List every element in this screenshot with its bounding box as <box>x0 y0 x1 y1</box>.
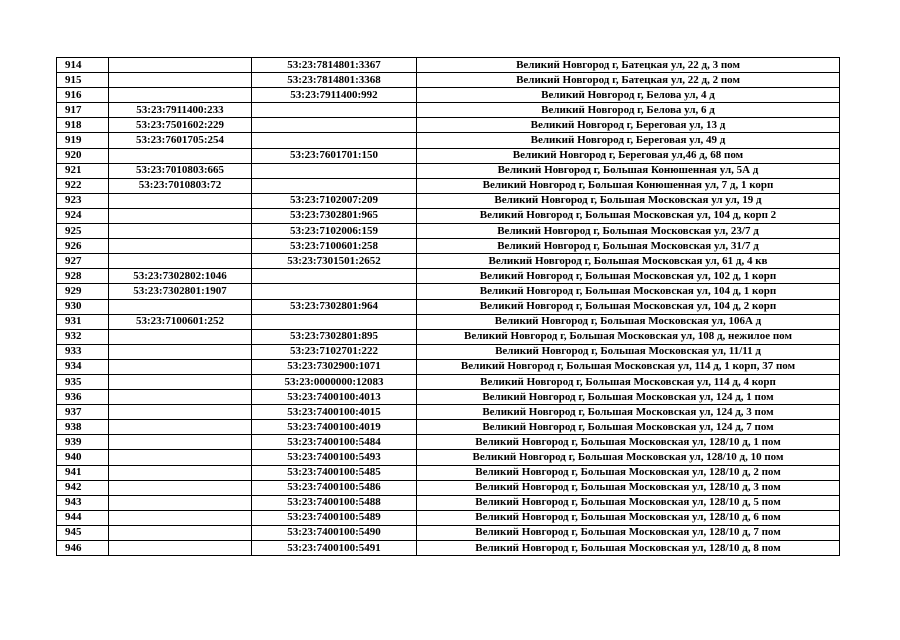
address-cell: Великий Новгород г, Большая Московская ул, 128/10 д, 1 пом <box>417 435 840 450</box>
address-cell: Великий Новгород г, Белова ул, 4 д <box>417 88 840 103</box>
row-number-cell: 918 <box>57 118 109 133</box>
cadastral-number-a-cell <box>109 254 252 269</box>
row-number-cell: 940 <box>57 450 109 465</box>
address-cell: Великий Новгород г, Большая Московская ул, 128/10 д, 3 пом <box>417 480 840 495</box>
table-row <box>57 435 840 450</box>
cadastral-number-a-cell <box>109 435 252 450</box>
row-number-cell: 934 <box>57 359 109 374</box>
row-number-cell: 942 <box>57 480 109 495</box>
address-cell: Великий Новгород г, Большая Московская ул ул, 19 д <box>417 193 840 208</box>
cadastral-number-a-cell <box>109 450 252 465</box>
table-row <box>57 420 840 435</box>
cadastral-number-b-cell <box>252 269 417 284</box>
cadastral-number-a-cell <box>109 344 252 359</box>
row-number-cell: 936 <box>57 390 109 405</box>
cadastral-number-a-cell <box>109 148 252 163</box>
cadastral-number-b-cell: 53:23:7400100:5490 <box>252 525 417 540</box>
cadastral-number-b-cell <box>252 103 417 118</box>
cadastral-number-b-cell: 53:23:7100601:258 <box>252 239 417 254</box>
table-row <box>57 58 840 73</box>
cadastral-number-b-cell: 53:23:7400100:5488 <box>252 495 417 510</box>
row-number-cell: 929 <box>57 284 109 299</box>
address-cell: Великий Новгород г, Большая Московская ул, 128/10 д, 8 пом <box>417 541 840 556</box>
cadastral-number-b-cell: 53:23:7302801:895 <box>252 329 417 344</box>
address-cell: Великий Новгород г, Большая Московская ул, 128/10 д, 6 пом <box>417 510 840 525</box>
row-number-cell: 915 <box>57 73 109 88</box>
table-row <box>57 510 840 525</box>
table-row <box>57 525 840 540</box>
cadastral-number-a-cell: 53:23:7010803:72 <box>109 178 252 193</box>
cadastral-number-b-cell: 53:23:7301501:2652 <box>252 254 417 269</box>
cadastral-number-a-cell <box>109 480 252 495</box>
cadastral-number-a-cell <box>109 239 252 254</box>
address-cell: Великий Новгород г, Береговая ул, 13 д <box>417 118 840 133</box>
cadastral-number-a-cell <box>109 193 252 208</box>
row-number-cell: 921 <box>57 163 109 178</box>
cadastral-number-a-cell <box>109 374 252 389</box>
table-row <box>57 178 840 193</box>
cadastral-number-b-cell: 53:23:7302801:964 <box>252 299 417 314</box>
address-cell: Великий Новгород г, Большая Московская ул, 104 д, корп 2 <box>417 208 840 223</box>
address-cell: Великий Новгород г, Большая Московская ул, 104 д, 1 корп <box>417 284 840 299</box>
cadastral-number-b-cell: 53:23:7400100:5484 <box>252 435 417 450</box>
cadastral-number-a-cell <box>109 299 252 314</box>
row-number-cell: 944 <box>57 510 109 525</box>
table-row <box>57 239 840 254</box>
table-row <box>57 344 840 359</box>
cadastral-number-b-cell: 53:23:7601701:150 <box>252 148 417 163</box>
cadastral-number-b-cell: 53:23:7102007:209 <box>252 193 417 208</box>
table-row <box>57 73 840 88</box>
row-number-cell: 914 <box>57 58 109 73</box>
row-number-cell: 922 <box>57 178 109 193</box>
row-number-cell: 931 <box>57 314 109 329</box>
table-row <box>57 359 840 374</box>
cadastral-number-b-cell: 53:23:7400100:4019 <box>252 420 417 435</box>
cadastral-number-a-cell: 53:23:7601705:254 <box>109 133 252 148</box>
table-row <box>57 480 840 495</box>
table-row <box>57 465 840 480</box>
address-cell: Великий Новгород г, Белова ул, 6 д <box>417 103 840 118</box>
row-number-cell: 933 <box>57 344 109 359</box>
row-number-cell: 932 <box>57 329 109 344</box>
cadastral-number-a-cell <box>109 224 252 239</box>
table-row <box>57 88 840 103</box>
table-row <box>57 405 840 420</box>
cadastral-number-b-cell <box>252 314 417 329</box>
row-number-cell: 923 <box>57 193 109 208</box>
address-cell: Великий Новгород г, Большая Московская ул, 128/10 д, 10 пом <box>417 450 840 465</box>
row-number-cell: 917 <box>57 103 109 118</box>
address-cell: Великий Новгород г, Большая Московская ул, 61 д, 4 кв <box>417 254 840 269</box>
cadastral-number-b-cell <box>252 118 417 133</box>
property-registry-table <box>56 57 840 556</box>
address-cell: Великий Новгород г, Береговая ул,46 д, 68 пом <box>417 148 840 163</box>
cadastral-number-b-cell: 53:23:7400100:5485 <box>252 465 417 480</box>
table-row <box>57 163 840 178</box>
row-number-cell: 946 <box>57 541 109 556</box>
cadastral-number-a-cell <box>109 329 252 344</box>
cadastral-number-a-cell: 53:23:7911400:233 <box>109 103 252 118</box>
cadastral-number-b-cell: 53:23:7400100:4015 <box>252 405 417 420</box>
address-cell: Великий Новгород г, Большая Московская ул, 114 д, 1 корп, 37 пом <box>417 359 840 374</box>
cadastral-number-a-cell: 53:23:7501602:229 <box>109 118 252 133</box>
cadastral-number-b-cell: 53:23:7302900:1071 <box>252 359 417 374</box>
table-row <box>57 103 840 118</box>
cadastral-number-b-cell: 53:23:7911400:992 <box>252 88 417 103</box>
cadastral-number-b-cell: 53:23:7400100:4013 <box>252 390 417 405</box>
table-row <box>57 148 840 163</box>
table-row <box>57 133 840 148</box>
table-row <box>57 299 840 314</box>
cadastral-number-a-cell <box>109 495 252 510</box>
address-cell: Великий Новгород г, Батецкая ул, 22 д, 3 пом <box>417 58 840 73</box>
row-number-cell: 939 <box>57 435 109 450</box>
cadastral-number-b-cell <box>252 284 417 299</box>
cadastral-number-a-cell <box>109 390 252 405</box>
cadastral-number-b-cell: 53:23:7400100:5491 <box>252 541 417 556</box>
cadastral-number-a-cell: 53:23:7100601:252 <box>109 314 252 329</box>
row-number-cell: 927 <box>57 254 109 269</box>
address-cell: Великий Новгород г, Большая Московская ул, 128/10 д, 2 пом <box>417 465 840 480</box>
cadastral-number-a-cell <box>109 525 252 540</box>
table-row <box>57 390 840 405</box>
row-number-cell: 919 <box>57 133 109 148</box>
cadastral-number-a-cell: 53:23:7302801:1907 <box>109 284 252 299</box>
cadastral-number-b-cell: 53:23:7400100:5493 <box>252 450 417 465</box>
address-cell: Великий Новгород г, Большая Московская ул, 124 д, 3 пом <box>417 405 840 420</box>
address-cell: Великий Новгород г, Большая Московская ул, 124 д, 7 пом <box>417 420 840 435</box>
cadastral-number-b-cell <box>252 163 417 178</box>
table-row <box>57 118 840 133</box>
row-number-cell: 930 <box>57 299 109 314</box>
cadastral-number-b-cell: 53:23:7400100:5489 <box>252 510 417 525</box>
row-number-cell: 926 <box>57 239 109 254</box>
row-number-cell: 943 <box>57 495 109 510</box>
cadastral-number-b-cell: 53:23:7400100:5486 <box>252 480 417 495</box>
address-cell: Великий Новгород г, Большая Московская ул, 124 д, 1 пом <box>417 390 840 405</box>
table-row <box>57 284 840 299</box>
address-cell: Великий Новгород г, Большая Московская ул, 102 д, 1 корп <box>417 269 840 284</box>
row-number-cell: 945 <box>57 525 109 540</box>
table-row <box>57 541 840 556</box>
cadastral-number-a-cell <box>109 541 252 556</box>
table-row <box>57 254 840 269</box>
address-cell: Великий Новгород г, Большая Московская ул, 23/7 д <box>417 224 840 239</box>
address-cell: Великий Новгород г, Большая Московская ул, 108 д, нежилое пом <box>417 329 840 344</box>
cadastral-number-a-cell <box>109 510 252 525</box>
row-number-cell: 941 <box>57 465 109 480</box>
address-cell: Великий Новгород г, Большая Конюшенная ул, 5А д <box>417 163 840 178</box>
row-number-cell: 935 <box>57 374 109 389</box>
cadastral-number-a-cell <box>109 465 252 480</box>
cadastral-number-b-cell: 53:23:0000000:12083 <box>252 374 417 389</box>
cadastral-number-a-cell <box>109 73 252 88</box>
table-row <box>57 329 840 344</box>
table-row <box>57 314 840 329</box>
table-row <box>57 495 840 510</box>
address-cell: Великий Новгород г, Большая Московская ул, 104 д, 2 корп <box>417 299 840 314</box>
cadastral-number-b-cell: 53:23:7102701:222 <box>252 344 417 359</box>
cadastral-number-a-cell <box>109 88 252 103</box>
table-row <box>57 208 840 223</box>
address-cell: Великий Новгород г, Береговая ул, 49 д <box>417 133 840 148</box>
address-cell: Великий Новгород г, Большая Московская ул, 106А д <box>417 314 840 329</box>
cadastral-number-a-cell: 53:23:7010803:665 <box>109 163 252 178</box>
row-number-cell: 937 <box>57 405 109 420</box>
cadastral-number-b-cell <box>252 133 417 148</box>
registry-table-body <box>57 58 840 556</box>
table-row <box>57 269 840 284</box>
address-cell: Великий Новгород г, Большая Московская ул, 114 д, 4 корп <box>417 374 840 389</box>
row-number-cell: 938 <box>57 420 109 435</box>
address-cell: Великий Новгород г, Большая Московская ул, 128/10 д, 5 пом <box>417 495 840 510</box>
table-row <box>57 374 840 389</box>
cadastral-number-a-cell <box>109 58 252 73</box>
cadastral-number-b-cell: 53:23:7814801:3368 <box>252 73 417 88</box>
address-cell: Великий Новгород г, Батецкая ул, 22 д, 2 пом <box>417 73 840 88</box>
address-cell: Великий Новгород г, Большая Московская ул, 128/10 д, 7 пом <box>417 525 840 540</box>
cadastral-number-b-cell: 53:23:7302801:965 <box>252 208 417 223</box>
row-number-cell: 920 <box>57 148 109 163</box>
cadastral-number-a-cell <box>109 359 252 374</box>
row-number-cell: 924 <box>57 208 109 223</box>
row-number-cell: 928 <box>57 269 109 284</box>
address-cell: Великий Новгород г, Большая Московская ул, 31/7 д <box>417 239 840 254</box>
row-number-cell: 925 <box>57 224 109 239</box>
table-row <box>57 193 840 208</box>
cadastral-number-a-cell <box>109 208 252 223</box>
address-cell: Великий Новгород г, Большая Конюшенная ул, 7 д, 1 корп <box>417 178 840 193</box>
address-cell: Великий Новгород г, Большая Московская ул, 11/11 д <box>417 344 840 359</box>
cadastral-number-b-cell: 53:23:7814801:3367 <box>252 58 417 73</box>
cadastral-number-a-cell <box>109 405 252 420</box>
table-row <box>57 450 840 465</box>
cadastral-number-a-cell: 53:23:7302802:1046 <box>109 269 252 284</box>
cadastral-number-b-cell: 53:23:7102006:159 <box>252 224 417 239</box>
document-page <box>56 57 827 556</box>
cadastral-number-b-cell <box>252 178 417 193</box>
table-row <box>57 224 840 239</box>
row-number-cell: 916 <box>57 88 109 103</box>
cadastral-number-a-cell <box>109 420 252 435</box>
